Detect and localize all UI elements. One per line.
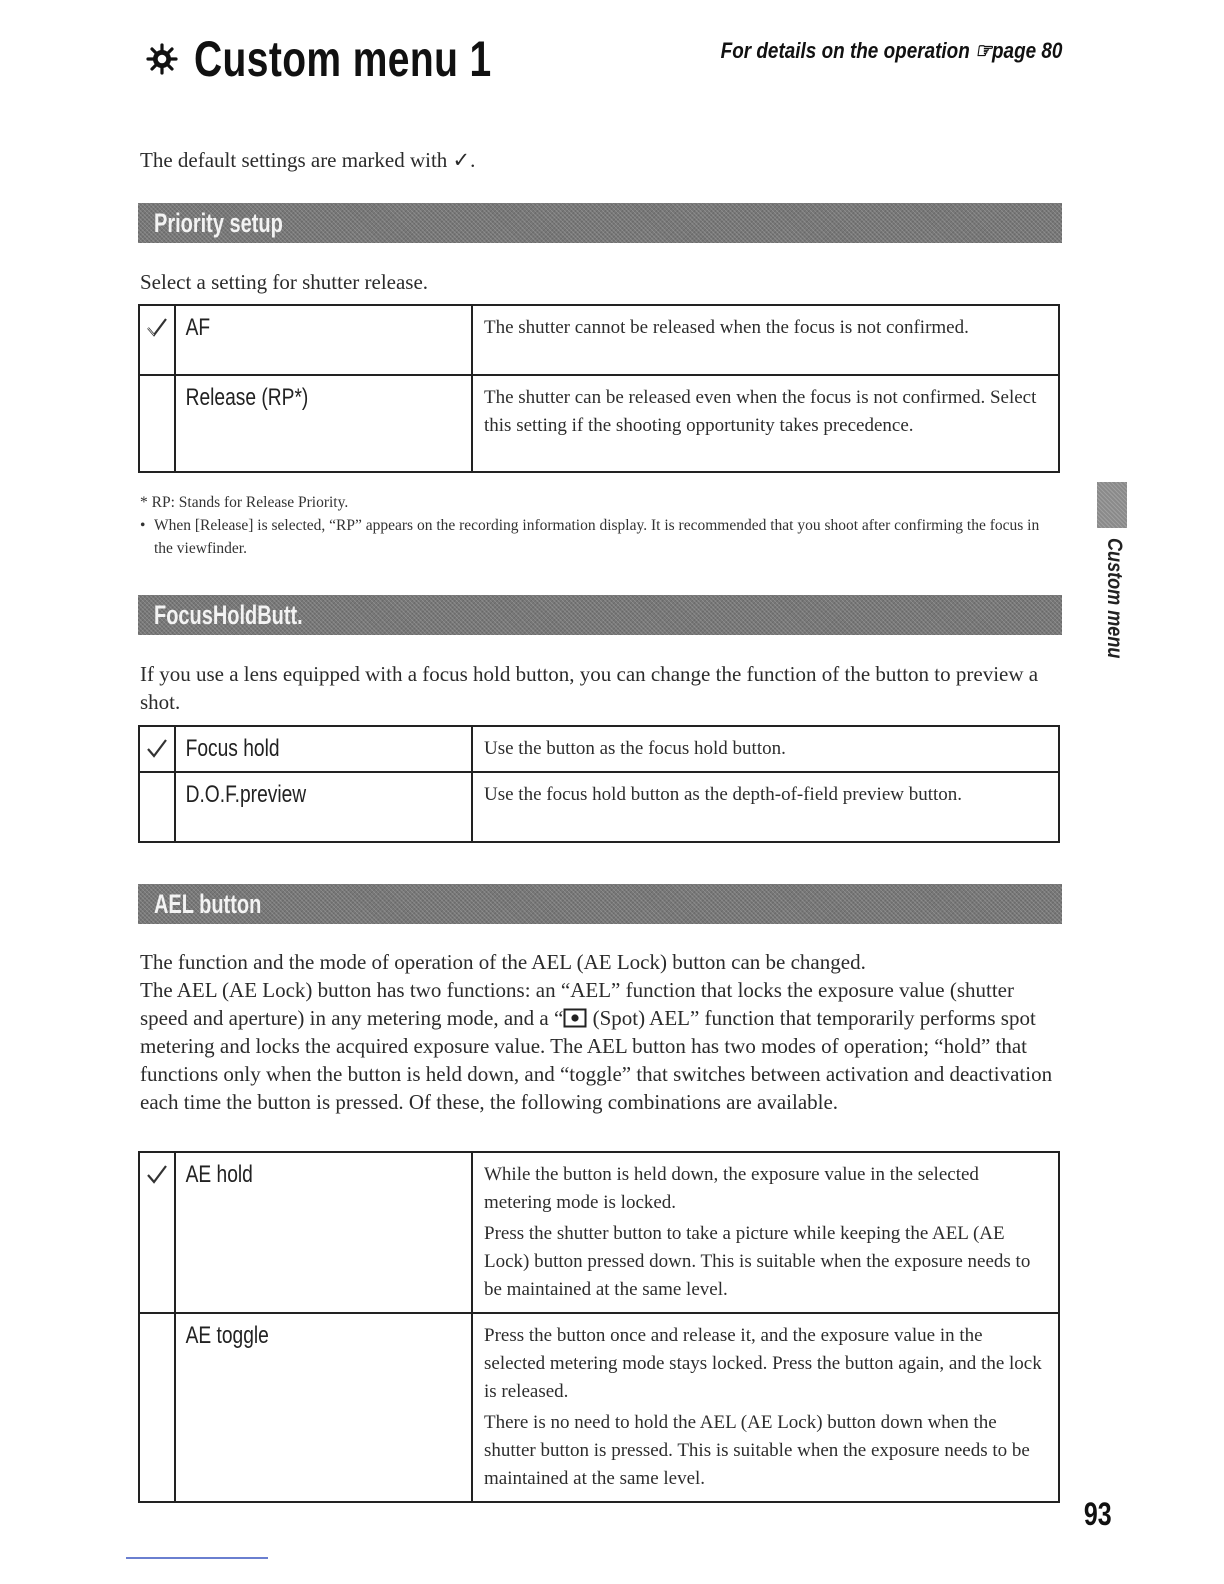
intro-text [140,146,475,174]
bullet-icon: • [140,517,146,534]
default-mark-cell [139,375,175,472]
check-icon [146,316,168,338]
option-name-cell [175,726,472,772]
operation-reference: For details on the operation ☞page 80 [720,38,1062,63]
ael-options-table [138,1151,1060,1503]
bullet-text: When [Release] is selected, “RP” appears on the recording information display. It is recommended that you shoot after confirming the focus in the viewfinder. [154,517,1040,557]
option-description: Use the button as the focus hold button. [484,738,786,759]
default-mark-cell [139,305,175,375]
option-description: The shutter cannot be released when the focus is not confirmed. [484,317,969,338]
ael-lead-text: The AEL (AE Lock) button has two functions: an “AEL” function that locks the exposure value (shutter speed and aperture) in any metering mode, and a “ [140,978,1014,1030]
option-description: Use the focus hold button as the depth-of-field preview button. [484,784,963,805]
option-name: AE toggle [185,1322,269,1349]
option-name-cell [175,1152,472,1313]
option-name-cell [175,305,472,375]
table-row [139,772,1059,842]
option-name-cell [175,772,472,842]
spot-metering-icon [563,1008,587,1028]
option-description: There is no need to hold the AEL (AE Lock) button down when the shutter button is pressed. This is suitable when the exposure needs to be maintained at the same level. [484,1412,1030,1489]
page-header [140,30,576,88]
option-name: D.O.F.preview [185,781,307,808]
ael-lead [140,948,1060,1116]
default-mark-cell [139,772,175,842]
side-tab-text: Custom menu [1103,538,1126,659]
gear-icon [140,37,184,81]
ael-lead-paragraph [140,976,1060,1116]
section-title: Priority setup [154,208,283,238]
focushold-options-table [138,725,1060,843]
table-row [139,305,1059,375]
check-icon [146,1163,168,1185]
focushold-lead: If you use a lens equipped with a focus hold button, you can change the function of the button to preview a shot. [140,662,1039,714]
option-description-cell [472,375,1059,472]
section-title: FocusHoldButt. [154,600,303,630]
table-row [139,1313,1059,1502]
priority-options-table [138,304,1060,473]
section-bar-focus-hold-button [138,595,1062,635]
page-number: 93 [1084,1496,1112,1532]
option-description-cell [472,726,1059,772]
option-name-cell [175,1313,472,1502]
default-mark-cell [139,726,175,772]
table-row [139,726,1059,772]
option-description: Press the button once and release it, and the exposure value in the selected metering mode stays locked. Press the button again, and the lock is released. [484,1325,1042,1402]
priority-lead: Select a setting for shutter release. [140,270,429,294]
check-icon [146,737,168,759]
ael-lead-line: The function and the mode of operation of the AEL (AE Lock) button can be changed. [140,950,866,974]
side-tab-marker [1097,482,1127,528]
option-description-cell [472,1152,1059,1313]
intro-sentence: The default settings are marked with ✓. [140,148,476,172]
bullet-note [140,514,1050,560]
page-title: Custom menu 1 [194,31,492,87]
option-name: Focus hold [185,735,280,762]
option-description: While the button is held down, the exposure value in the selected metering mode is locked. [484,1164,979,1213]
section-bar-ael-button [138,884,1062,924]
option-name-cell [175,375,472,472]
default-mark-cell [139,1152,175,1313]
table-row [139,375,1059,472]
option-description: Press the shutter button to take a picture while keeping the AEL (AE Lock) button pressed down. This is suitable when the exposure needs to be maintained at the same level. [484,1223,1031,1300]
priority-notes [140,491,1050,560]
option-name: AE hold [185,1161,253,1188]
option-description-cell [472,772,1059,842]
table-row [139,1152,1059,1313]
option-description-cell [472,1313,1059,1502]
option-name: Release (RP*) [185,384,309,411]
footer-rule [126,1557,268,1559]
option-description: The shutter can be released even when the focus is not confirmed. Select this setting if the shooting opportunity takes precedence. [484,387,1037,436]
option-description-cell [472,305,1059,375]
section-title: AEL button [154,889,262,919]
footnote: * RP: Stands for Release Priority. [140,494,349,511]
option-name: AF [185,314,211,341]
default-mark-cell [139,1313,175,1502]
ael-lead-text: (Spot) AEL” function that temporarily performs spot metering and locks the acquired exposure value. The AEL button has two modes of operation; “hold” that functions only when the button is held down, and “toggle” that switches between activation and deactivation each time the button is pressed. Of these, the following combinations are available. [140,1006,1053,1114]
side-tab-label [1098,538,1126,680]
section-bar-priority-setup [138,203,1062,243]
